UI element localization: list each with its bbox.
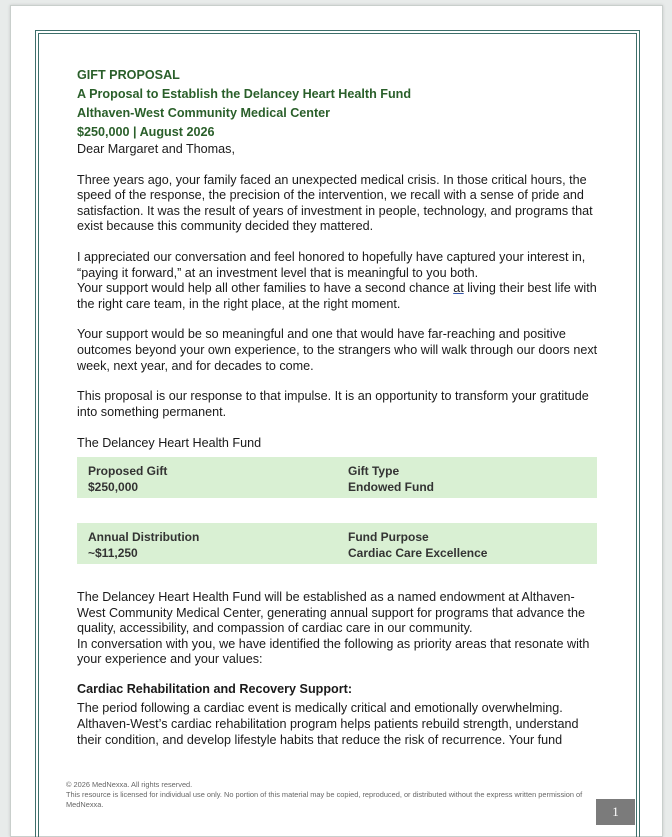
organization-name: Althaven-West Community Medical Center: [77, 106, 331, 120]
fund-purpose-value: Cardiac Care Excellence: [348, 545, 488, 560]
paragraph-2b-post: living their best life with the right care team, in the right place, at the right moment.: [77, 281, 597, 311]
gift-type-cell: [348, 463, 434, 495]
underlined-word: at: [453, 281, 464, 296]
proposal-title: A Proposal to Establish the Delancey Heart Health Fund: [77, 87, 412, 101]
gift-summary-row-1: [77, 457, 597, 498]
page-number: 1: [596, 799, 635, 825]
fund-purpose-label: Fund Purpose: [348, 529, 429, 544]
proposed-gift-label: Proposed Gift: [88, 463, 168, 478]
page-footer: [66, 780, 586, 810]
annual-distribution-label: Annual Distribution: [88, 529, 200, 544]
gift-summary-row-2: [77, 523, 597, 564]
paragraph-4: This proposal is our response to that impulse. It is an opportunity to transform your gratitude into something permanent.: [77, 389, 589, 419]
annual-distribution-cell: [88, 529, 199, 561]
amount-date-line: $250,000 | August 2026: [77, 125, 215, 139]
fund-title: The Delancey Heart Health Fund: [77, 436, 262, 451]
paragraph-2a: I appreciated our conversation and feel honored to hopefully have captured your interest in, “paying it forward,” at an investment level that is meaningful to you both.: [77, 249, 586, 280]
proposed-gift-value: $250,000: [88, 479, 139, 494]
document-body: [77, 66, 599, 748]
gift-type-label: Gift Type: [348, 463, 400, 478]
section-heading: Cardiac Rehabilitation and Recovery Support:: [77, 681, 353, 696]
document-page: [10, 5, 663, 837]
paragraph-2b: [77, 281, 599, 312]
copyright-notice: © 2026 MedNexxa. All rights reserved.: [66, 780, 193, 789]
doc-type-heading: GIFT PROPOSAL: [77, 68, 180, 82]
paragraph-5: The Delancey Heart Health Fund will be established as a named endowment at Althaven-West Community Medical Center, generating annual support for programs that advance the quality, accessibility, and compassion of cardiac care in our community.: [77, 589, 585, 636]
gift-type-value: Endowed Fund: [348, 479, 434, 494]
paragraph-3: Your support would be so meaningful and one that would have far-reaching and positive outcomes beyond your own experience, to the strangers who will walk through our doors next week, next year, and for decades to come.: [77, 327, 598, 373]
paragraph-7: The period following a cardiac event is medically critical and emotionally overwhelming. Althaven-West’s cardiac rehabilitation program helps patients rebuild strength, understand their condition, and develop lifestyle habits that reduce the risk of recurrence. Your fund: [77, 701, 579, 747]
annual-distribution-value: ~$11,250: [88, 545, 138, 560]
proposed-gift-cell: [88, 463, 167, 495]
license-notice: This resource is licensed for individual use only. No portion of this material may be copied, reproduced, or distributed without the express written permission of MedNexxa.: [66, 790, 583, 809]
fund-purpose-cell: [348, 529, 487, 561]
paragraph-1: Three years ago, your family faced an unexpected medical crisis. In those critical hours, the speed of the response, the precision of the intervention, we recall with a sense of pride and satisfaction. It was the result of years of investment in people, technology, and programs that exist because this community decided they mattered.: [77, 172, 593, 234]
salutation: Dear Margaret and Thomas,: [77, 142, 235, 156]
paragraph-6: In conversation with you, we have identified the following as priority areas that resonate with your experience and your values:: [77, 636, 590, 667]
paragraph-2b-pre: Your support would help all other families to have a second chance: [77, 281, 454, 296]
